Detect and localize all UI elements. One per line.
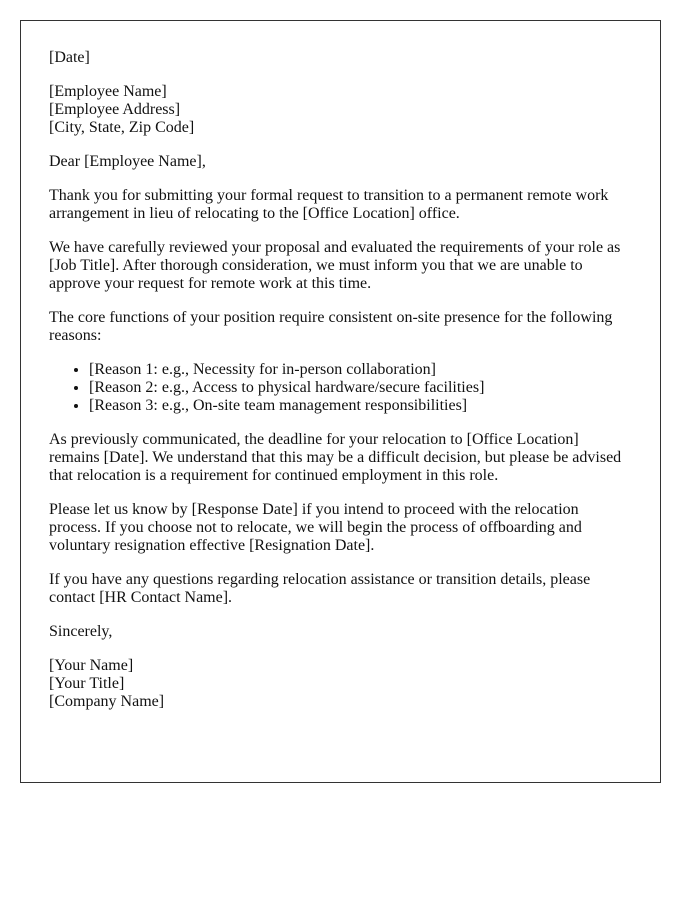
body-paragraph: The core functions of your position require consistent on-site presence for the following reasons: xyxy=(49,309,613,344)
company-name: [Company Name] xyxy=(49,693,165,710)
body-paragraph: We have carefully reviewed your proposal and evaluated the requirements of your role as [Job Title]. After thorough consideration, we must inform you that we are unable to approve your request for remote work at this time. xyxy=(49,239,621,292)
body-paragraph: Thank you for submitting your formal request to transition to a permanent remote work arrangement in lieu of relocating to the [Office Location] office. xyxy=(49,187,609,222)
closing: Sincerely, xyxy=(49,623,113,640)
recipient-address xyxy=(49,83,632,137)
signature-block xyxy=(49,657,632,711)
reasons-list xyxy=(49,361,632,415)
salutation: Dear [Employee Name], xyxy=(49,153,206,170)
recipient-name: [Employee Name] xyxy=(49,83,167,100)
letter-date: [Date] xyxy=(49,49,90,66)
sender-name: [Your Name] xyxy=(49,657,134,674)
reason-item: • [Reason 2: e.g., Access to physical hardware/secure facilities] xyxy=(89,379,632,397)
body-paragraph: Please let us know by [Response Date] if you intend to proceed with the relocation process. If you choose not to relocate, we will begin the process of offboarding and voluntary resignation effective [Resignation Date]. xyxy=(49,501,582,554)
reason-item: • [Reason 3: e.g., On-site team management responsibilities] xyxy=(89,397,632,415)
body-paragraph: If you have any questions regarding relocation assistance or transition details, please contact [HR Contact Name]. xyxy=(49,571,591,606)
reason-item: • [Reason 1: e.g., Necessity for in-person collaboration] xyxy=(89,361,632,379)
sender-title: [Your Title] xyxy=(49,675,125,692)
recipient-street: [Employee Address] xyxy=(49,101,181,118)
letter xyxy=(20,20,661,783)
recipient-city: [City, State, Zip Code] xyxy=(49,119,195,136)
body-paragraph: As previously communicated, the deadline for your relocation to [Office Location] remains [Date]. We understand that this may be a difficult decision, but please be advised that relocation is a requirement for continued employment in this role. xyxy=(49,431,622,484)
